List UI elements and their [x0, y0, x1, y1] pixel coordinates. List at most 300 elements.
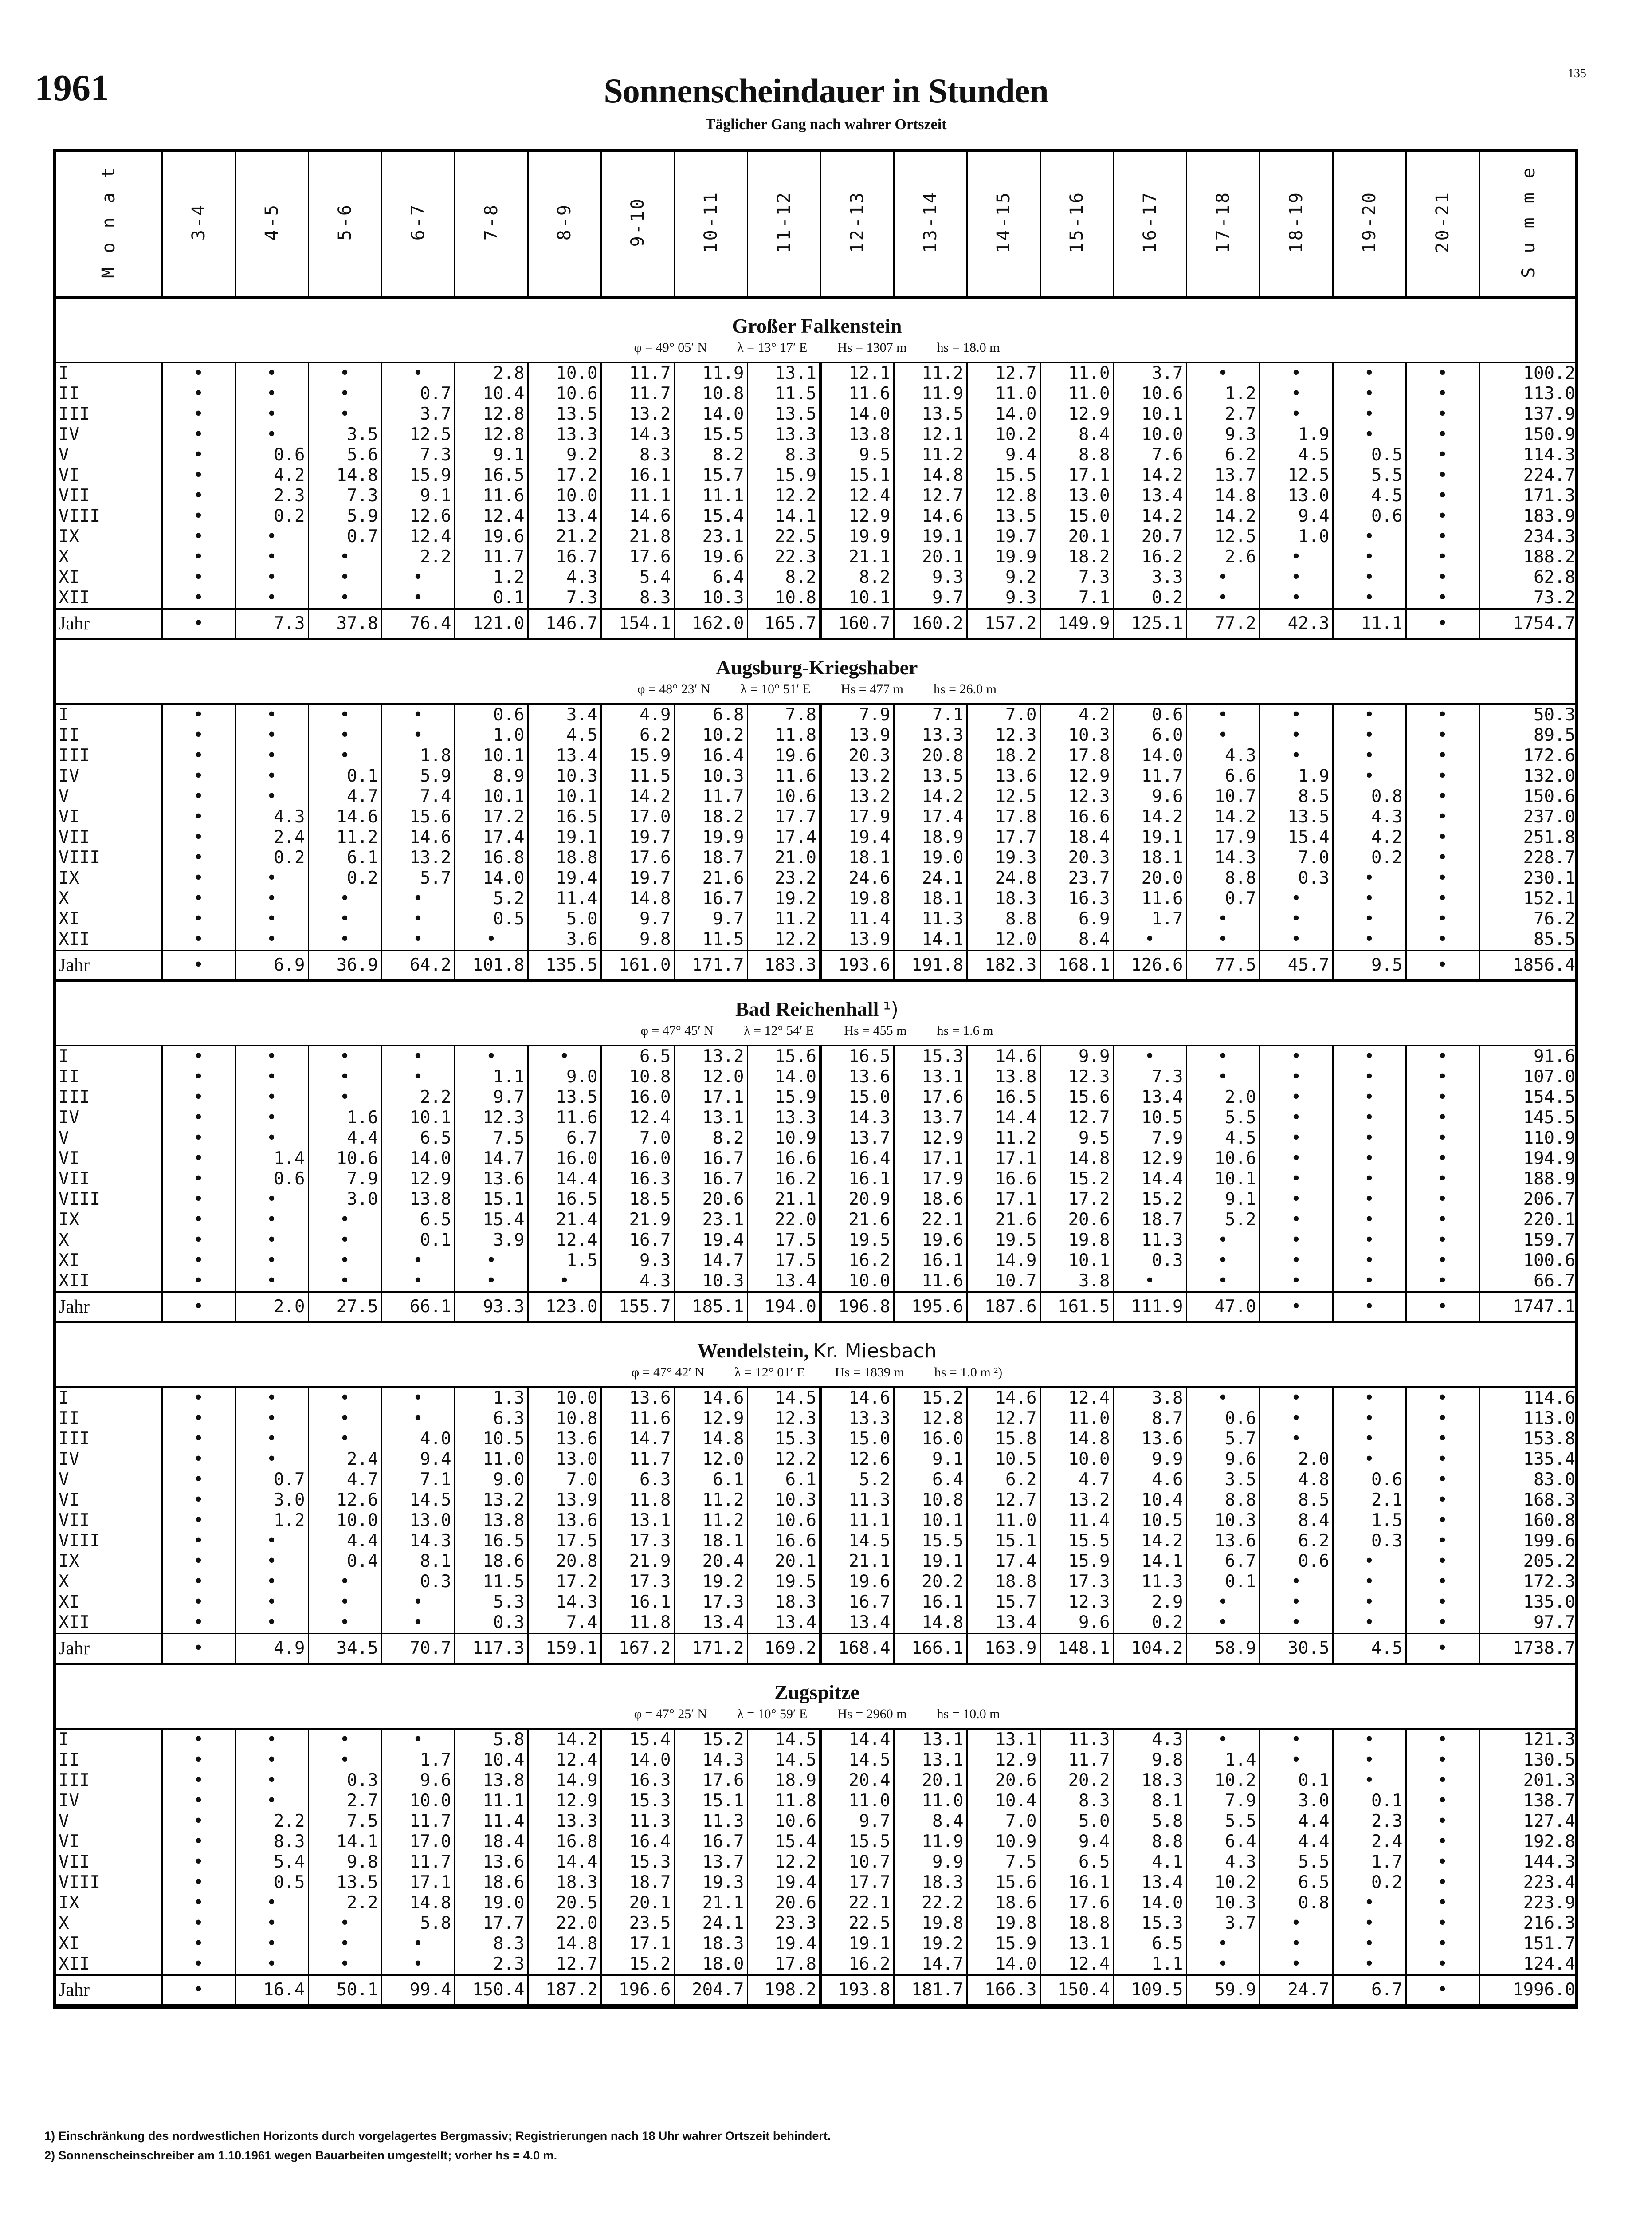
value-cell: 4.2 [235, 465, 308, 486]
value-cell: 17.9 [1186, 827, 1260, 848]
value-cell: • [1333, 1408, 1406, 1429]
value-cell: 3.4 [528, 704, 601, 725]
value-cell: 19.3 [674, 1872, 747, 1893]
value-cell: 13.5 [308, 1872, 381, 1893]
sum-cell: 188.2 [1523, 547, 1575, 567]
value-cell: • [1333, 527, 1406, 547]
value-cell: 13.6 [967, 766, 1040, 787]
value-cell: • [1260, 1067, 1333, 1087]
value-cell: 21.1 [747, 1189, 820, 1210]
value-cell: • [1333, 1572, 1406, 1592]
value-cell: 21.6 [820, 1210, 894, 1230]
value-cell: 13.4 [674, 1612, 747, 1634]
value-cell: 135.5 [528, 951, 601, 981]
sum-cell: 183.9 [1523, 506, 1575, 526]
month-cell: XI [56, 1251, 162, 1271]
value-cell: 16.6 [1040, 807, 1113, 827]
month-cell: XII [56, 929, 162, 951]
value-cell: • [308, 1251, 381, 1271]
value-cell: • [1406, 827, 1479, 848]
value-cell: 14.0 [820, 404, 894, 425]
value-cell: 12.3 [1040, 1592, 1113, 1612]
value-cell: 19.4 [747, 1872, 820, 1893]
value-cell: • [162, 951, 235, 981]
value-cell: • [381, 1954, 455, 1975]
value-cell: • [1406, 1128, 1479, 1148]
value-cell: • [1406, 1189, 1479, 1210]
value-cell: • [1333, 1251, 1406, 1271]
table-row [56, 486, 1578, 506]
value-cell: • [162, 465, 235, 486]
value-cell: 7.9 [308, 1169, 381, 1189]
value-cell: 13.0 [1260, 486, 1333, 506]
value-cell: • [1406, 1148, 1479, 1169]
value-cell: 11.1 [1333, 609, 1406, 639]
value-cell: • [308, 588, 381, 609]
value-cell: 9.9 [894, 1852, 967, 1872]
sum-cell: 172.3 [1523, 1572, 1575, 1592]
value-cell: 10.3 [747, 1490, 820, 1510]
value-cell: • [1406, 1531, 1479, 1551]
table-row [56, 766, 1578, 787]
value-cell: 155.7 [601, 1292, 674, 1322]
value-cell: 0.1 [1260, 1770, 1333, 1791]
table-row [56, 1832, 1578, 1852]
header-hour-13-14 [894, 152, 967, 298]
value-cell: • [235, 1592, 308, 1612]
value-cell: • [1333, 567, 1406, 588]
value-cell: • [1333, 1449, 1406, 1470]
value-cell: 13.2 [820, 766, 894, 787]
station-elevation: Hs = 455 m [844, 1023, 907, 1038]
value-cell: 4.3 [1333, 807, 1406, 827]
station-coords [56, 679, 1578, 704]
month-cell: I [56, 704, 162, 725]
value-cell: • [308, 1954, 381, 1975]
value-cell: 12.9 [894, 1128, 967, 1148]
value-cell: 17.6 [894, 1087, 967, 1108]
value-cell: 13.0 [381, 1510, 455, 1531]
value-cell: 16.7 [528, 547, 601, 567]
value-cell: 8.3 [601, 588, 674, 609]
value-cell: • [162, 1592, 235, 1612]
sensor-height: hs = 18.0 m [937, 340, 1000, 355]
value-cell: • [308, 362, 381, 384]
value-cell: 15.3 [601, 1852, 674, 1872]
value-cell: • [1406, 384, 1479, 404]
value-cell: 10.1 [820, 588, 894, 609]
value-cell: 11.6 [1113, 889, 1186, 909]
value-cell: 8.4 [1040, 425, 1113, 445]
month-cell: XII [56, 1954, 162, 1975]
value-cell: 9.7 [601, 909, 674, 929]
value-cell: • [1333, 868, 1406, 889]
value-cell: • [1186, 588, 1260, 609]
value-cell: 12.4 [820, 486, 894, 506]
value-cell: • [308, 1046, 381, 1067]
value-cell: 13.4 [528, 746, 601, 766]
value-cell: • [1260, 1271, 1333, 1292]
value-cell: 8.2 [820, 567, 894, 588]
sum-cell: 137.9 [1523, 404, 1575, 424]
value-cell: 15.5 [674, 425, 747, 445]
value-cell: 12.1 [820, 362, 894, 384]
value-cell: 16.2 [1113, 547, 1186, 567]
value-cell: • [1260, 1148, 1333, 1169]
value-cell: • [235, 1791, 308, 1811]
value-cell: 6.2 [1186, 445, 1260, 465]
value-cell: 13.0 [1040, 486, 1113, 506]
value-cell: • [1333, 1893, 1406, 1913]
value-cell: 4.4 [1260, 1811, 1333, 1832]
value-cell: • [308, 909, 381, 929]
value-cell: 13.1 [967, 1729, 1040, 1750]
value-cell: • [235, 1429, 308, 1449]
value-cell: 9.5 [820, 445, 894, 465]
value-cell: 11.4 [820, 909, 894, 929]
month-cell: XII [56, 1612, 162, 1634]
month-cell: I [56, 1387, 162, 1408]
sum-cell: 220.1 [1523, 1210, 1575, 1230]
value-cell: 20.3 [1040, 848, 1113, 868]
value-cell: 149.9 [1040, 609, 1113, 639]
value-cell: 5.2 [455, 889, 528, 909]
value-cell: • [1333, 1954, 1406, 1975]
value-cell: 10.0 [528, 1387, 601, 1408]
month-cell: X [56, 1913, 162, 1934]
value-cell: 12.2 [747, 1449, 820, 1470]
value-cell: 18.3 [747, 1592, 820, 1612]
value-cell: 13.3 [820, 1408, 894, 1429]
value-cell: • [1406, 1230, 1479, 1251]
value-cell: 11.2 [674, 1510, 747, 1531]
value-cell: 18.9 [747, 1770, 820, 1791]
value-cell: 15.9 [1040, 1551, 1113, 1572]
value-cell: 6.2 [601, 725, 674, 746]
station-latitude: φ = 49° 05′ N [634, 340, 707, 355]
value-cell: 182.3 [967, 951, 1040, 981]
value-cell: 15.6 [1040, 1087, 1113, 1108]
value-cell: 17.8 [1040, 746, 1113, 766]
value-cell: 14.4 [820, 1729, 894, 1750]
value-cell: • [1186, 362, 1260, 384]
value-cell: 11.0 [455, 1449, 528, 1470]
value-cell: • [1186, 1729, 1260, 1750]
month-cell: I [56, 1046, 162, 1067]
header-hour-14-15 [967, 152, 1040, 298]
value-cell: • [1406, 766, 1479, 787]
value-cell: 7.5 [308, 1811, 381, 1832]
value-cell: 22.1 [894, 1210, 967, 1230]
value-cell: 17.1 [967, 1189, 1040, 1210]
sum-cell: 223.4 [1523, 1872, 1575, 1892]
value-cell: • [1406, 1108, 1479, 1128]
station-name: Großer Falkenstein [732, 315, 902, 337]
value-cell: 12.9 [1113, 1148, 1186, 1169]
month-cell: V [56, 1128, 162, 1148]
value-cell: 14.1 [308, 1832, 381, 1852]
value-cell: • [381, 1046, 455, 1067]
value-cell: 13.5 [747, 404, 820, 425]
value-cell: • [1406, 404, 1479, 425]
value-cell: 14.7 [894, 1954, 967, 1975]
value-cell: 12.6 [381, 506, 455, 527]
value-cell: • [1406, 1934, 1479, 1954]
value-cell: 2.0 [1186, 1087, 1260, 1108]
value-cell: • [235, 929, 308, 951]
page-number: 135 [1568, 67, 1586, 80]
value-cell: • [1333, 384, 1406, 404]
value-cell: 0.6 [1113, 704, 1186, 725]
table-row [56, 1852, 1578, 1872]
value-cell: 0.1 [381, 1230, 455, 1251]
value-cell: 16.0 [601, 1148, 674, 1169]
value-cell: 10.3 [1186, 1510, 1260, 1531]
value-cell: • [1406, 506, 1479, 527]
value-cell: 19.4 [747, 1934, 820, 1954]
sunshine-table-frame [53, 149, 1578, 2009]
value-cell: 8.8 [1186, 868, 1260, 889]
value-cell: 17.1 [381, 1872, 455, 1893]
table-row [56, 1271, 1578, 1292]
value-cell: 42.3 [1260, 609, 1333, 639]
sum-cell: 168.3 [1523, 1490, 1575, 1510]
table-row [56, 746, 1578, 766]
table-row [56, 384, 1578, 404]
header-hour-5-6 [308, 152, 381, 298]
station-suffix: ¹) [883, 998, 899, 1021]
value-cell: 19.1 [820, 1934, 894, 1954]
value-cell: 2.7 [308, 1791, 381, 1811]
value-cell: 195.6 [894, 1292, 967, 1322]
value-cell: 193.6 [820, 951, 894, 981]
value-cell: 2.4 [1333, 1832, 1406, 1852]
value-cell: 13.2 [674, 1046, 747, 1067]
value-cell: 6.4 [674, 567, 747, 588]
sum-cell: 97.7 [1534, 1612, 1575, 1632]
value-cell: 14.6 [967, 1046, 1040, 1067]
value-cell: • [235, 725, 308, 746]
value-cell: 14.5 [747, 1729, 820, 1750]
value-cell: 9.6 [1186, 1449, 1260, 1470]
header-hour-12-13 [820, 152, 894, 298]
value-cell: 11.7 [601, 1449, 674, 1470]
value-cell: 24.8 [967, 868, 1040, 889]
value-cell: 10.8 [528, 1408, 601, 1429]
value-cell: • [162, 1148, 235, 1169]
value-cell: • [381, 1592, 455, 1612]
value-cell: 7.9 [1113, 1128, 1186, 1148]
value-cell: • [235, 425, 308, 445]
value-cell: 7.3 [1113, 1067, 1186, 1087]
sum-cell: 151.7 [1523, 1934, 1575, 1954]
value-cell: 7.1 [381, 1470, 455, 1490]
station-name: Zugspitze [774, 1681, 859, 1703]
month-cell: Jahr [56, 609, 162, 639]
value-cell: • [1406, 889, 1479, 909]
value-cell: 14.0 [381, 1148, 455, 1169]
value-cell: 2.4 [235, 827, 308, 848]
value-cell: 17.8 [747, 1954, 820, 1975]
value-cell: 7.3 [1040, 567, 1113, 588]
value-cell: 5.4 [235, 1852, 308, 1872]
value-cell: • [1333, 1592, 1406, 1612]
value-cell: 11.2 [894, 362, 967, 384]
value-cell: • [1333, 1612, 1406, 1634]
annual-total-row [56, 609, 1578, 639]
table-body [56, 298, 1578, 2006]
value-cell: 15.7 [967, 1592, 1040, 1612]
month-cell: II [56, 1750, 162, 1770]
value-cell: 18.5 [601, 1189, 674, 1210]
value-cell: 14.2 [894, 787, 967, 807]
value-cell: • [1406, 465, 1479, 486]
station-latitude: φ = 47° 45′ N [640, 1023, 714, 1038]
value-cell: • [1406, 1449, 1479, 1470]
value-cell: 1.2 [235, 1510, 308, 1531]
value-cell: 22.0 [528, 1913, 601, 1934]
value-cell: • [235, 1551, 308, 1572]
table-row [56, 1872, 1578, 1893]
month-cell: VII [56, 1510, 162, 1531]
value-cell: 14.8 [601, 889, 674, 909]
sum-cell: 76.2 [1534, 909, 1575, 929]
value-cell: • [1260, 1251, 1333, 1271]
value-cell: • [162, 766, 235, 787]
value-cell: 4.5 [528, 725, 601, 746]
sum-cell: 100.6 [1523, 1251, 1575, 1270]
value-cell: 9.5 [1040, 1128, 1113, 1148]
value-cell: • [162, 1893, 235, 1913]
value-cell: • [308, 1429, 381, 1449]
value-cell: 10.8 [601, 1067, 674, 1087]
value-cell: 2.9 [1113, 1592, 1186, 1612]
value-cell: 16.1 [894, 1592, 967, 1612]
value-cell: 11.8 [747, 1791, 820, 1811]
value-cell: 1.0 [1260, 527, 1333, 547]
value-cell: 16.1 [1040, 1872, 1113, 1893]
value-cell: • [381, 1729, 455, 1750]
value-cell: • [1186, 929, 1260, 951]
value-cell: 13.5 [894, 404, 967, 425]
value-cell: 2.7 [1186, 404, 1260, 425]
value-cell: • [1260, 1169, 1333, 1189]
sum-cell: 192.8 [1523, 1832, 1575, 1852]
value-cell: 24.6 [820, 868, 894, 889]
value-cell: 15.1 [455, 1189, 528, 1210]
value-cell: • [1406, 929, 1479, 951]
value-cell: • [162, 704, 235, 725]
value-cell: • [162, 1811, 235, 1832]
value-cell: 19.1 [528, 827, 601, 848]
sum-cell: 100.2 [1523, 363, 1575, 383]
value-cell: 1.4 [1186, 1750, 1260, 1770]
value-cell: • [1113, 929, 1186, 951]
value-cell: 2.8 [455, 362, 528, 384]
header-hour-10-11 [674, 152, 747, 298]
station-latitude: φ = 48° 23′ N [637, 682, 710, 696]
value-cell: 10.9 [967, 1832, 1040, 1852]
header-hour-13-14-label: 13-14 [920, 190, 941, 253]
value-cell: • [1406, 1893, 1479, 1913]
sum-cell: 1754.7 [1479, 609, 1578, 639]
value-cell: 16.6 [967, 1169, 1040, 1189]
value-cell: 13.1 [894, 1067, 967, 1087]
value-cell: 14.2 [528, 1729, 601, 1750]
value-cell: • [1333, 1189, 1406, 1210]
station-elevation: Hs = 2960 m [837, 1707, 907, 1721]
value-cell: 2.3 [455, 1954, 528, 1975]
value-cell: • [1406, 1067, 1479, 1087]
value-cell: 7.5 [967, 1852, 1040, 1872]
value-cell: • [381, 1387, 455, 1408]
value-cell: 19.8 [894, 1913, 967, 1934]
value-cell: • [235, 1531, 308, 1551]
value-cell: • [1406, 567, 1479, 588]
value-cell: 16.7 [820, 1592, 894, 1612]
value-cell: 14.5 [747, 1750, 820, 1770]
value-cell: • [1333, 1230, 1406, 1251]
value-cell: 13.3 [747, 1108, 820, 1128]
value-cell: 15.9 [381, 465, 455, 486]
table-row [56, 827, 1578, 848]
table-row [56, 868, 1578, 889]
value-cell: 13.4 [1113, 1087, 1186, 1108]
value-cell: 19.5 [747, 1572, 820, 1592]
sum-cell: 114.6 [1523, 1388, 1575, 1408]
value-cell: • [308, 1408, 381, 1429]
value-cell: 17.4 [747, 827, 820, 848]
value-cell: • [162, 889, 235, 909]
value-cell: 21.6 [967, 1210, 1040, 1230]
month-cell: IV [56, 1791, 162, 1811]
value-cell: 6.9 [235, 951, 308, 981]
value-cell: • [235, 404, 308, 425]
value-cell: 14.1 [1113, 1551, 1186, 1572]
value-cell: • [162, 547, 235, 567]
value-cell: • [235, 1387, 308, 1408]
header-hour-19-20-label: 19-20 [1359, 190, 1380, 253]
value-cell: 17.7 [967, 827, 1040, 848]
value-cell: 93.3 [455, 1292, 528, 1322]
value-cell: 64.2 [381, 951, 455, 981]
value-cell: • [1406, 425, 1479, 445]
value-cell: • [1406, 1832, 1479, 1852]
value-cell: 14.4 [528, 1852, 601, 1872]
value-cell: 12.1 [894, 425, 967, 445]
value-cell: 15.2 [674, 1729, 747, 1750]
value-cell: 2.4 [308, 1449, 381, 1470]
value-cell: 7.3 [308, 486, 381, 506]
value-cell: • [1333, 746, 1406, 766]
value-cell: • [1406, 787, 1479, 807]
value-cell: 104.2 [1113, 1634, 1186, 1664]
value-cell: 12.8 [455, 404, 528, 425]
value-cell: 146.7 [528, 609, 601, 639]
value-cell: 7.9 [820, 704, 894, 725]
value-cell: 9.3 [1186, 425, 1260, 445]
value-cell: 13.7 [1186, 465, 1260, 486]
month-cell: X [56, 547, 162, 567]
value-cell: 11.9 [894, 1832, 967, 1852]
station-coords-row [56, 1021, 1578, 1046]
value-cell: 11.0 [1040, 1408, 1113, 1429]
value-cell: 8.8 [1040, 445, 1113, 465]
sunshine-table [56, 152, 1578, 2006]
value-cell: 7.3 [381, 445, 455, 465]
value-cell: 2.2 [235, 1811, 308, 1832]
value-cell: 4.3 [1113, 1729, 1186, 1750]
